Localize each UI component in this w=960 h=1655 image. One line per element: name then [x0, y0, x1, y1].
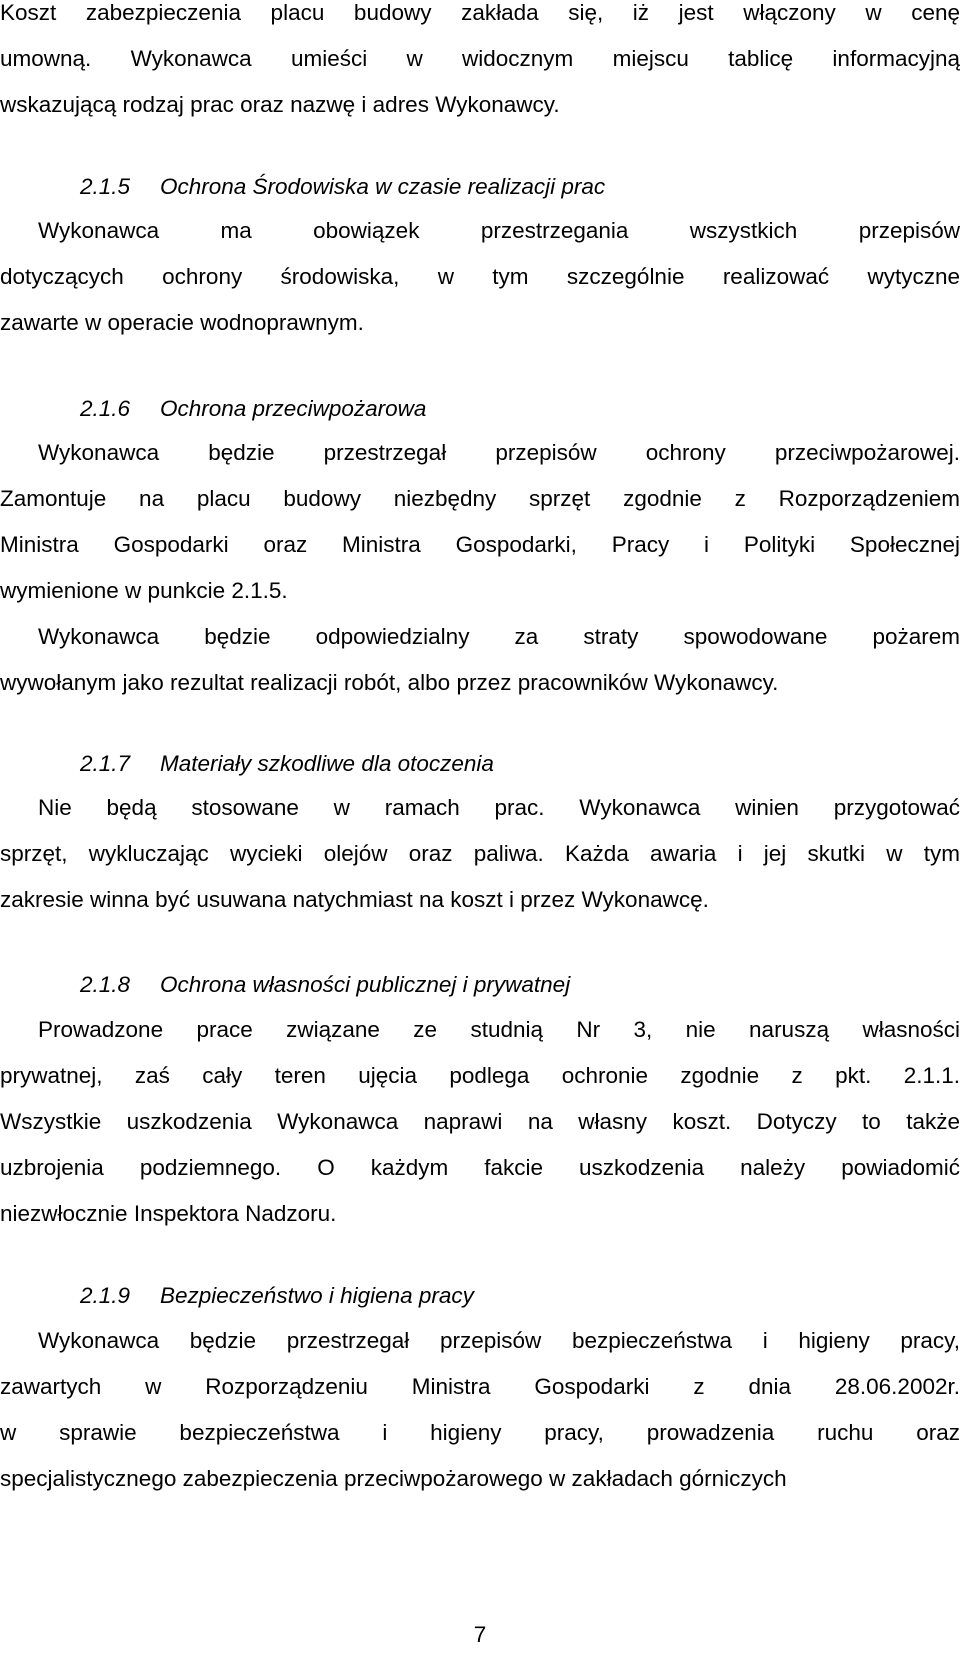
paragraph-line: specjalistycznego zabezpieczenia przeciwpożarowego w zakładach górniczych [0, 1466, 787, 1491]
paragraph-line: uzbrojenia podziemnego. O każdym fakcie uszkodzenia należy powiadomić [0, 1155, 960, 1180]
page-number: 7 [473, 1622, 487, 1647]
section-number: 2.1.6 [80, 396, 131, 421]
paragraph-line: umowną. Wykonawca umieści w widocznym miejscu tablicę informacyjną [0, 46, 960, 71]
paragraph-line: zakresie winna być usuwana natychmiast na koszt i przez Wykonawcę. [0, 887, 709, 912]
paragraph-line: Wykonawca będzie przestrzegał przepisów bezpieczeństwa i higieny pracy, [38, 1328, 960, 1353]
section-body-2-1-7 [0, 785, 960, 923]
paragraph-line: prywatnej, zaś cały teren ujęcia podlega ochronie zgodnie z pkt. 2.1.1. [0, 1063, 960, 1088]
section-title: Ochrona Środowiska w czasie realizacji prac [160, 174, 606, 199]
paragraph-line: Koszt zabezpieczenia placu budowy zakłada się, iż jest włączony w cenę [0, 0, 960, 25]
paragraph-line: Zamontuje na placu budowy niezbędny sprzęt zgodnie z Rozporządzeniem [0, 486, 960, 511]
section-body-2-1-8 [0, 1007, 960, 1237]
paragraph-line: Wykonawca ma obowiązek przestrzegania wszystkich przepisów [38, 218, 960, 243]
section-number: 2.1.8 [80, 972, 131, 997]
section-number: 2.1.5 [80, 174, 131, 199]
paragraph-line: Nie będą stosowane w ramach prac. Wykonawca winien przygotować [38, 795, 960, 820]
section-title: Bezpieczeństwo i higiena pracy [160, 1283, 474, 1308]
paragraph-line: Prowadzone prace związane ze studnią Nr 3, nie naruszą własności [38, 1017, 960, 1042]
paragraph-line: wymienione w punkcie 2.1.5. [0, 578, 288, 603]
section-body-2-1-5 [0, 208, 960, 346]
paragraph-line: zawartych w Rozporządzeniu Ministra Gospodarki z dnia 28.06.2002r. [0, 1374, 960, 1399]
paragraph-line: sprzęt, wykluczając wycieki olejów oraz paliwa. Każda awaria i jej skutki w tym [0, 841, 960, 866]
paragraph-line: Wykonawca będzie odpowiedzialny za straty spowodowane pożarem [38, 624, 960, 649]
paragraph-line: wskazującą rodzaj prac oraz nazwę i adres Wykonawcy. [0, 92, 560, 117]
paragraph-line: w sprawie bezpieczeństwa i higieny pracy, prowadzenia ruchu oraz [0, 1420, 960, 1445]
paragraph-line: Wykonawca będzie przestrzegał przepisów ochrony przeciwpożarowej. [38, 440, 960, 465]
section-number: 2.1.7 [80, 751, 131, 776]
section-number: 2.1.9 [80, 1283, 131, 1308]
section-title: Ochrona przeciwpożarowa [160, 396, 427, 421]
intro-paragraph [0, 0, 960, 128]
paragraph-line: dotyczących ochrony środowiska, w tym szczególnie realizować wytyczne [0, 264, 960, 289]
paragraph-line: niezwłocznie Inspektora Nadzoru. [0, 1201, 337, 1226]
paragraph-line: Wszystkie uszkodzenia Wykonawca naprawi na własny koszt. Dotyczy to także [0, 1109, 960, 1134]
section-body-2-1-9 [0, 1318, 960, 1502]
section-title: Ochrona własności publicznej i prywatnej [160, 972, 571, 997]
section-body-2-1-6 [0, 430, 960, 706]
paragraph-line: wywołanym jako rezultat realizacji robót, albo przez pracowników Wykonawcy. [0, 670, 779, 695]
section-title: Materiały szkodliwe dla otoczenia [160, 751, 494, 776]
paragraph-line: Ministra Gospodarki oraz Ministra Gospodarki, Pracy i Polityki Społecznej [0, 532, 960, 557]
paragraph-line: zawarte w operacie wodnoprawnym. [0, 310, 364, 335]
